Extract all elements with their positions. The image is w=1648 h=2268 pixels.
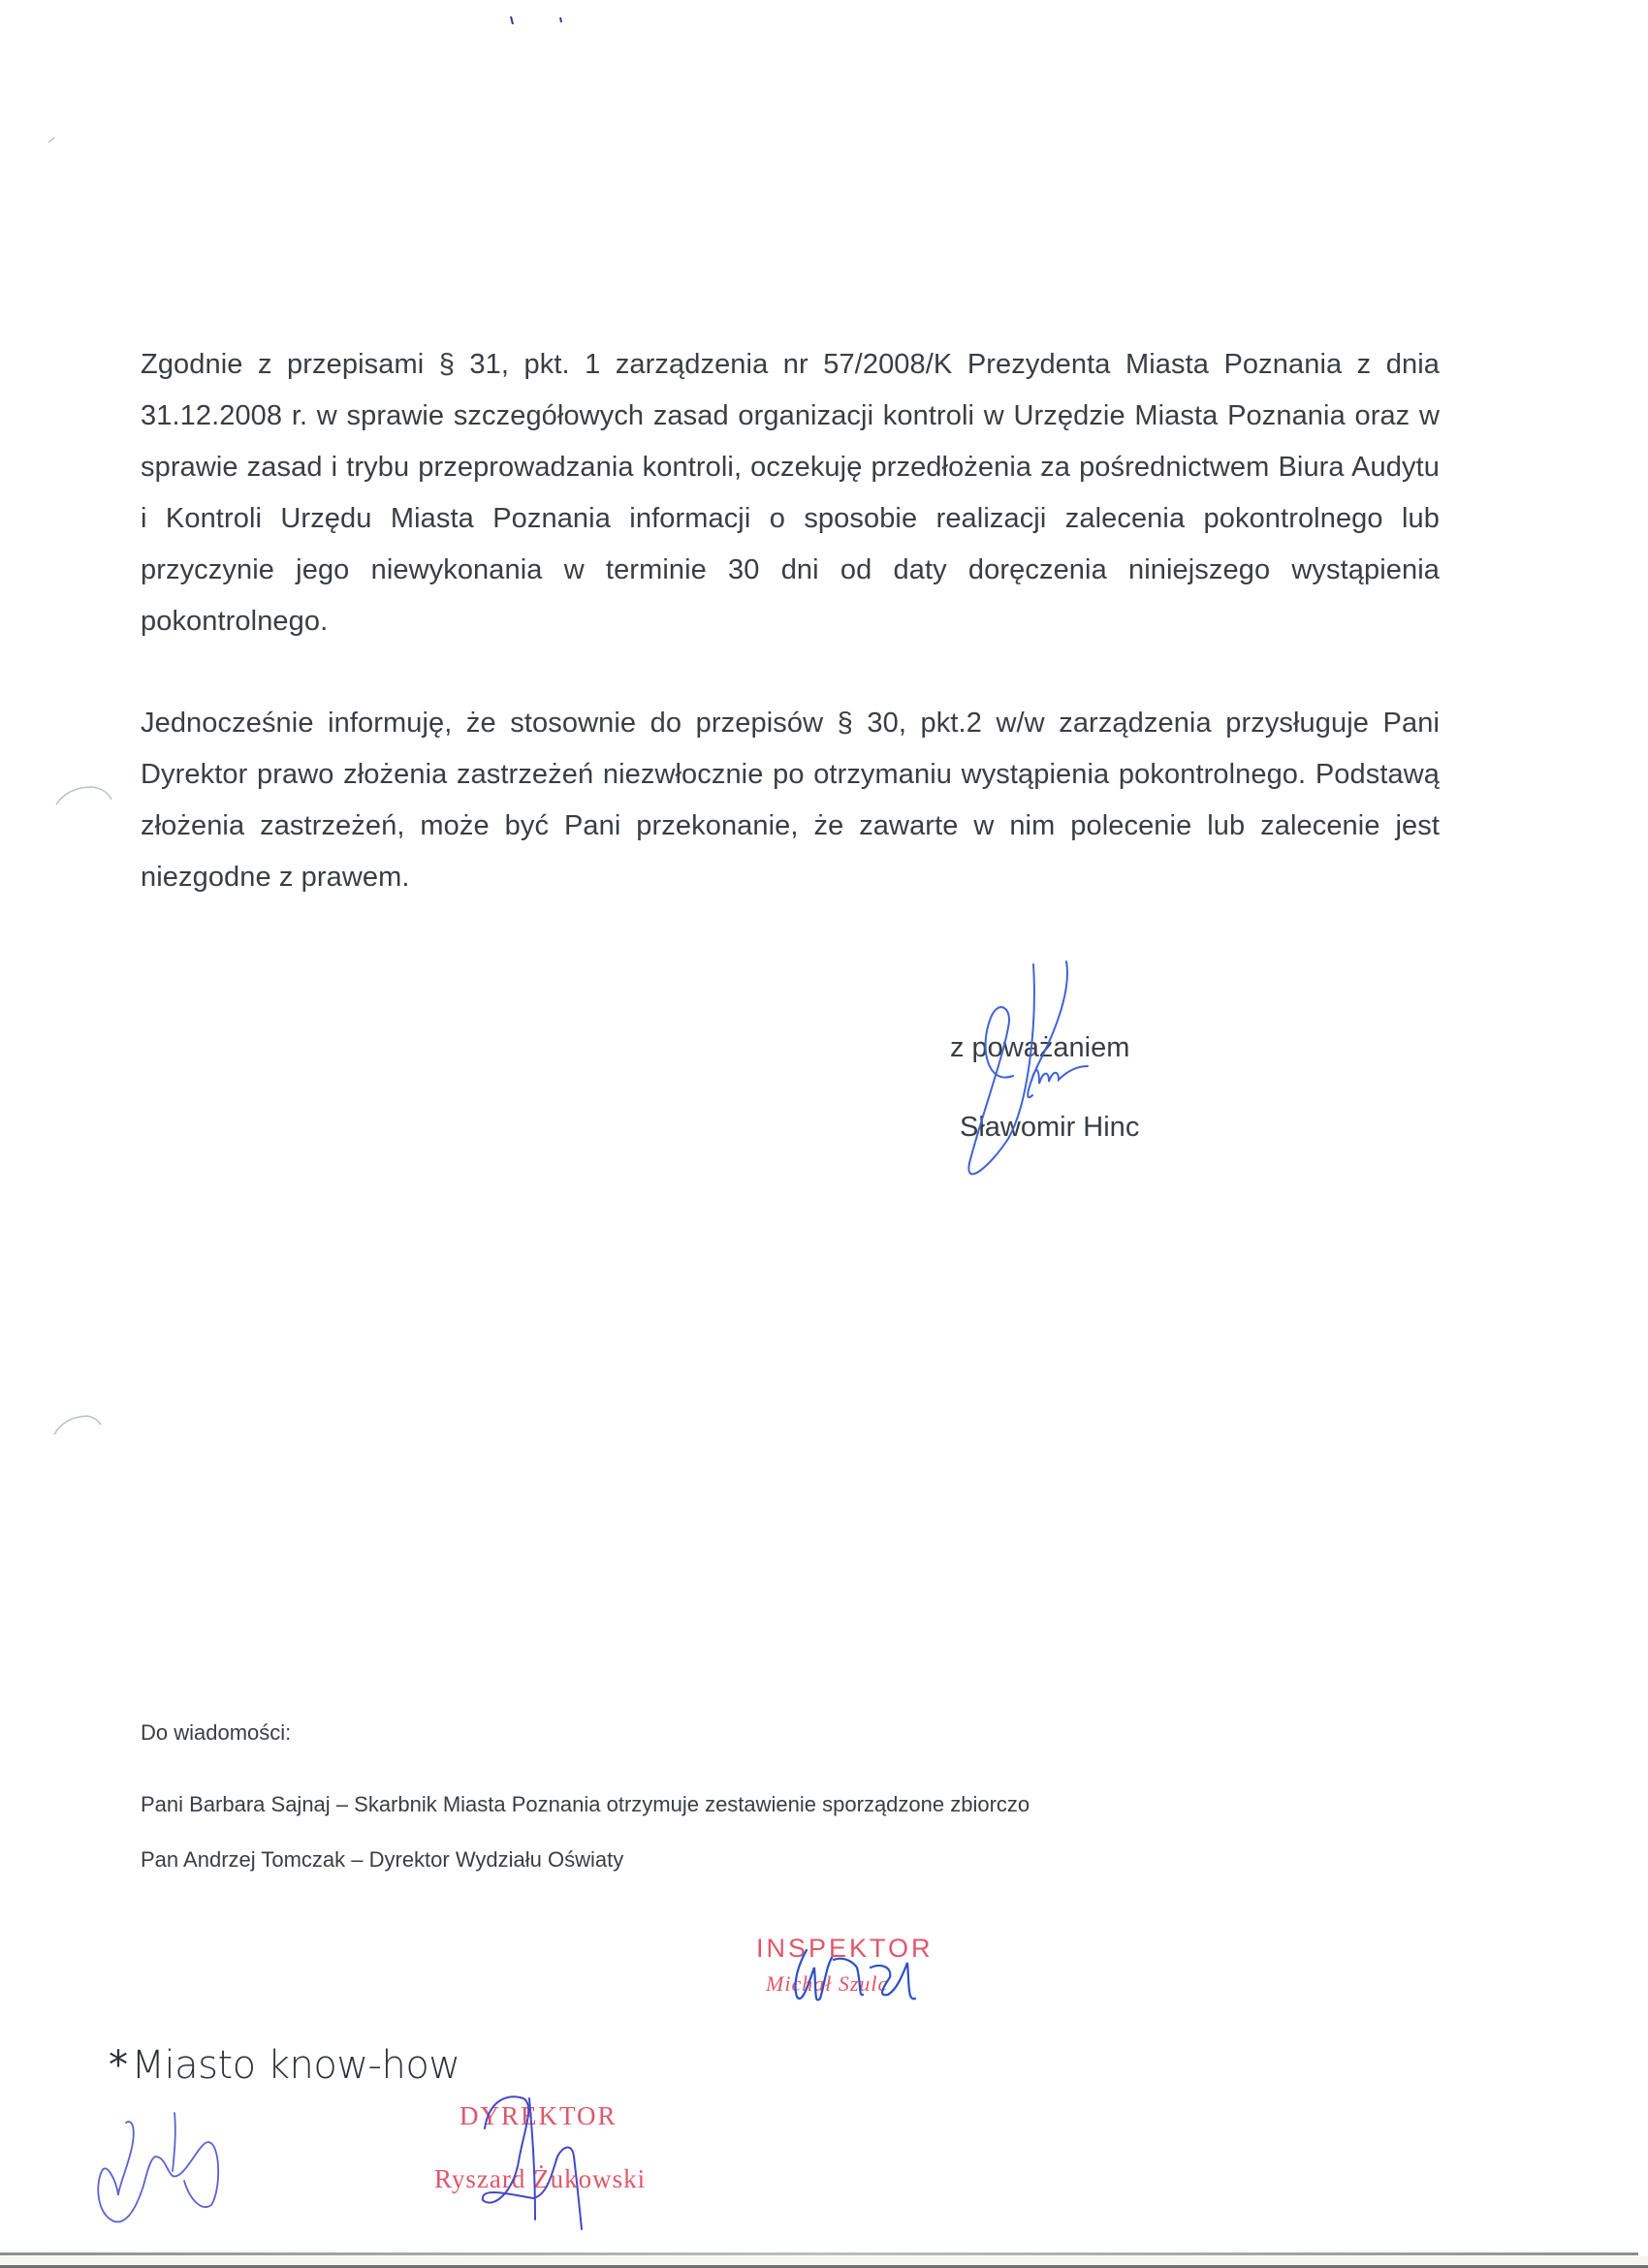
paragraph-text: Jednocześnie informuję, że stosownie do przepisów § 30, pkt.2 w/w zarządzenia przysługuje Pani Dyrektor prawo złożenia zastrzeżeń niezwłocznie po otrzymaniu wystąpienia pokontrolnego. Podstawą złożenia zastrzeżeń, może być Pani przekonanie, że zawarte w nim polecenie lub zalecenie jest niezgodne z prawem. [141, 708, 1440, 893]
cc-block [141, 1720, 1030, 1887]
stamp-dyrektor [434, 2101, 647, 2194]
stamp-name: Michał Szulc [766, 1971, 889, 1996]
scan-speck [511, 16, 513, 24]
asterisk-icon: * [109, 2043, 128, 2088]
stamp-role: INSPEKTOR [756, 1934, 934, 1963]
brand-text: Miasto know-how [131, 2043, 460, 2088]
cc-recipient: Pani Barbara Sajnaj – Skarbnik Miasta Poznania otrzymuje zestawienie sporządzone zbiorczo [141, 1792, 1030, 1816]
closing-block [950, 1008, 1139, 1167]
cc-recipient: Pan Andrzej Tomczak – Dyrektor Wydziału Oświaty [141, 1847, 624, 1872]
salutation: z poważaniem [950, 1032, 1130, 1063]
signature-initials [98, 2113, 218, 2221]
stamp-role: DYREKTOR [460, 2101, 618, 2130]
paragraph-objection-rights [141, 698, 1440, 903]
punch-hole-mark [56, 787, 111, 804]
cc-title: Do wiadomości: [141, 1720, 292, 1745]
stamp-name: Ryszard Żukowski [434, 2164, 647, 2193]
scan-speck [560, 17, 561, 22]
brand-logo [109, 2043, 460, 2088]
signatory-name: Sławomir Hinc [960, 1112, 1140, 1143]
paragraph-audit-request [141, 339, 1440, 647]
stamp-inspektor [756, 1934, 934, 1997]
paragraph-text: Zgodnie z przepisami § 31, pkt. 1 zarządzenia nr 57/2008/K Prezydenta Miasta Poznania z dnia 31.12.2008 r. w sprawie szczegółowych zasad organizacji kontroli w Urzędzie Miasta Poznania oraz w sprawie zasad i trybu przeprowadzania kontroli, oczekuję przedłożenia za pośrednictwem Biura Audytu i Kontroli Urzędu Miasta Poznania informacji o sposobie realizacji zalecenia pokontrolnego lub przyczynie jego niewykonania w terminie 30 dni od daty doręczenia niniejszego wystąpienia pokontrolnego. [141, 349, 1440, 637]
page-edge [0, 2252, 1638, 2255]
punch-hole-mark [54, 1416, 101, 1434]
scan-speck [48, 138, 54, 142]
